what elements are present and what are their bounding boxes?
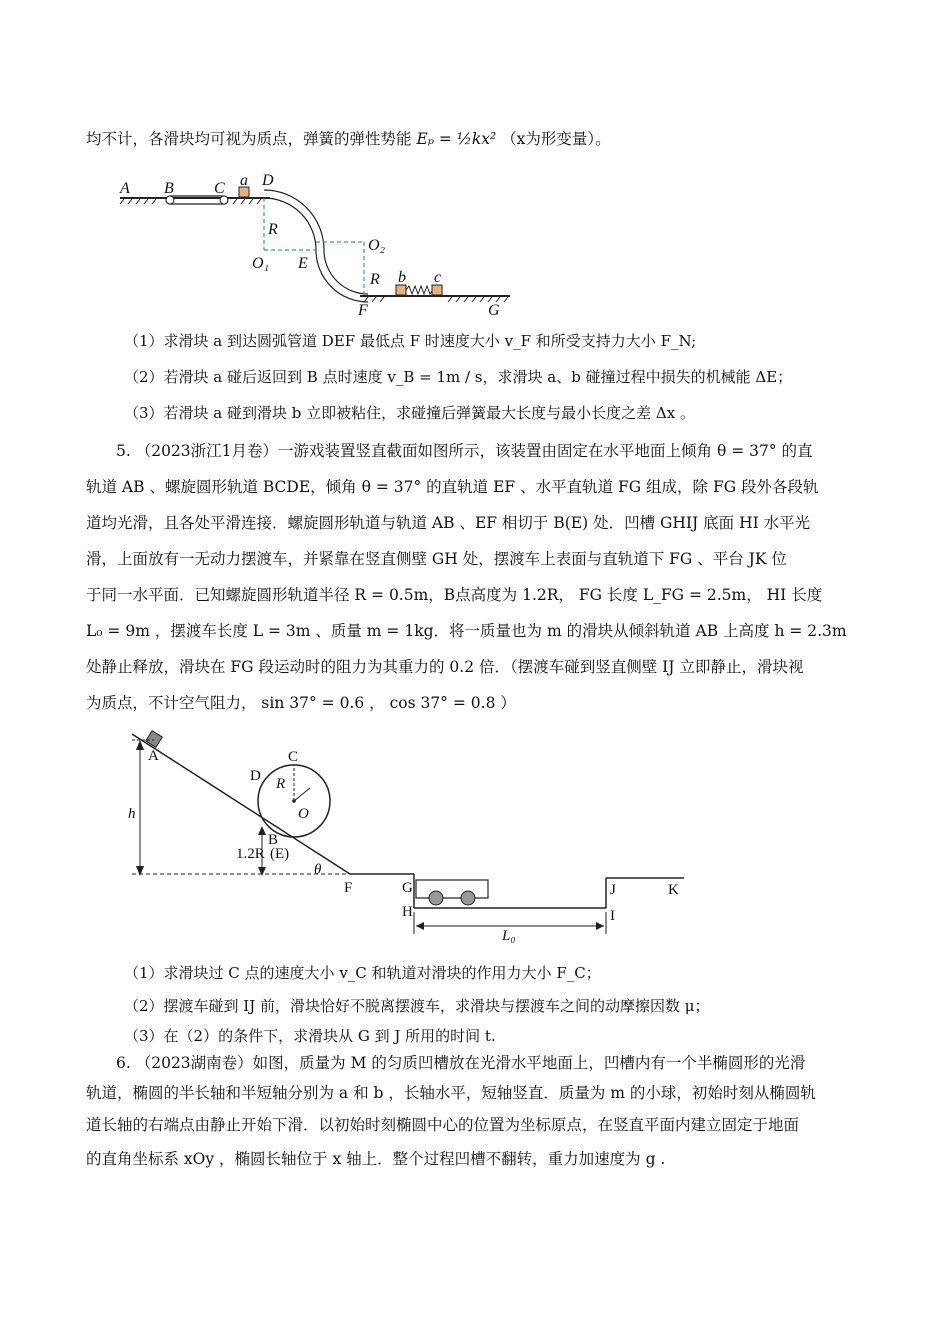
q5-line-8: 为质点，不计空气阻力， sin 37° = 0.6 ， cos 37° = 0.8 ） [86, 694, 516, 712]
fig2-label-L0: L₀ [502, 928, 516, 943]
q4-part-2: （2）若滑块 a 碰后返回到 B 点时速度 v_B = 1m / s，求滑块 a、b 碰撞过程中损失的机械能 ΔE； [124, 368, 793, 386]
fig2-label-E: (E) [270, 846, 290, 862]
fig1-label-D: D [262, 172, 274, 189]
q6-line-3: 道长轴的右端点由静止开始下滑．以初始时刻椭圆中心的位置为坐标原点，在竖直平面内建立固定于地面 [86, 1116, 800, 1134]
q5-line-1: 5. （2023浙江1月卷）一游戏装置竖直截面如图所示，该装置由固定在水平地面上倾角 θ = 37° 的直 [116, 442, 813, 460]
fig1-label-F: F [358, 302, 368, 319]
fig1-label-G: G [488, 302, 500, 319]
fig1-label-O1: O₁ [252, 255, 270, 272]
q5-part-2: （2）摆渡车碰到 IJ 前，滑块恰好不脱离摆渡车，求滑块与摆渡车之间的动摩擦因数 μ； [124, 997, 710, 1015]
q5-line-2: 轨道 AB 、螺旋圆形轨道 BCDE，倾角 θ = 37° 的直轨道 EF 、水平直轨道 FG 组成，除 FG 段外各段轨 [86, 478, 819, 496]
fig2-label-A: A [148, 748, 159, 764]
fig2-label-K: K [668, 882, 679, 898]
fig1-label-A: A [120, 180, 130, 197]
q5-part-3: （3）在（2）的条件下，求滑块从 G 到 J 所用的时间 t. [124, 1027, 496, 1045]
q4-part-1: （1）求滑块 a 到达圆弧管道 DEF 最低点 F 时速度大小 v_F 和所受支持力大小 F_N; [124, 332, 697, 350]
q6-line-1: 6. （2023湖南卷）如图，质量为 M 的匀质凹槽放在光滑水平地面上，凹槽内有一个半椭圆形的光滑 [116, 1054, 806, 1072]
q4-part-3: （3）若滑块 a 碰到滑块 b 立即被粘住，求碰撞后弹簧最大长度与最小长度之差 Δx 。 [124, 404, 695, 422]
fig1-label-O2: O₂ [368, 237, 386, 254]
fig1-label-b: b [398, 269, 406, 286]
fig1-label-R1: R [268, 221, 278, 238]
fig2-label-h: h [128, 806, 136, 822]
q5-line-6: L₀ = 9m ，摆渡车长度 L = 3m 、质量 m = 1kg．将一质量也为 m 的滑块从倾斜轨道 AB 上高度 h = 2.3m [86, 622, 847, 640]
q6-line-2: 轨道，椭圆的半长轴和半短轴分别为 a 和 b ，长轴水平，短轴竖直．质量为 m 的小球，初始时刻从椭圆轨 [86, 1084, 816, 1102]
intro-text: 均不计，各滑块均可视为质点，弹簧的弹性势能 [86, 130, 412, 148]
intro-line [86, 128, 611, 150]
fig2-label-H: H [402, 904, 413, 920]
fig2-label-O: O [298, 806, 309, 822]
fig2-label-F: F [344, 880, 353, 896]
fig1-label-a: a [240, 172, 248, 189]
figure-2-game-track-diagram [124, 728, 704, 943]
fig2-label-B: B [268, 832, 279, 848]
q5-line-7: 处静止释放，滑块在 FG 段运动时的阻力为其重力的 0.2 倍．（摆渡车碰到竖直侧壁 IJ 立即静止，滑块视 [86, 658, 804, 676]
q5-line-5: 于同一水平面．已知螺旋圆形轨道半径 R = 0.5m，B点高度为 1.2R， FG 长度 L_FG = 2.5m， HI 长度 [86, 586, 823, 604]
fig1-label-R2: R [370, 271, 380, 288]
fig2-label-1-2R: 1.2R [236, 846, 265, 862]
fig2-label-G: G [402, 880, 413, 896]
q6-line-4: 的直角坐标系 xOy ，椭圆长轴位于 x 轴上．整个过程凹槽不翻转，重力加速度为 g . [86, 1150, 666, 1168]
elastic-energy-formula: Eₚ = ½kx² [416, 130, 497, 148]
fig1-label-B: B [164, 180, 174, 197]
intro-tail: （x为形变量）。 [501, 130, 611, 148]
figure-1-track-diagram [112, 170, 532, 320]
fig2-label-J: J [610, 882, 616, 898]
fig2-label-theta: θ [314, 862, 322, 878]
fig1-label-E: E [298, 255, 308, 272]
fig2-label-R: R [276, 776, 286, 792]
fig2-label-D: D [250, 768, 261, 784]
fig2-label-C: C [288, 749, 299, 765]
q5-line-4: 滑，上面放有一无动力摆渡车，并紧靠在竖直侧壁 GH 处，摆渡车上表面与直轨道下 FG 、平台 JK 位 [86, 550, 787, 568]
q5-line-3: 道均光滑，且各处平滑连接．螺旋圆形轨道与轨道 AB 、EF 相切于 B(E) 处．凹槽 GHIJ 底面 HI 水平光 [86, 514, 811, 532]
fig1-label-c: c [434, 269, 442, 286]
fig1-label-C: C [214, 180, 225, 197]
fig2-label-I: I [610, 908, 615, 924]
q5-part-1: （1）求滑块过 C 点的速度大小 v_C 和轨道对滑块的作用力大小 F_C； [124, 964, 601, 982]
